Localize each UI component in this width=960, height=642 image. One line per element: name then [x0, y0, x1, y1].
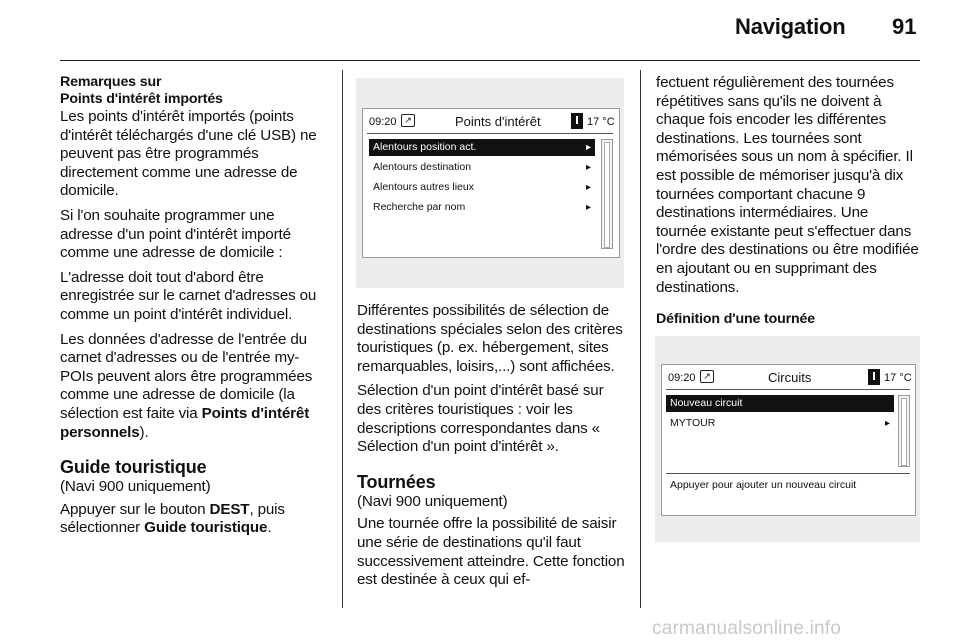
menu-item-label: MYTOUR — [670, 417, 716, 429]
temperature: 17 °C — [587, 116, 615, 128]
clock: 09:20 — [668, 372, 696, 384]
temperature: 17 °C — [884, 372, 912, 384]
footer-rule — [666, 473, 910, 474]
page-header-title: Navigation — [735, 14, 846, 39]
menu-item-recherche-par-nom[interactable] — [369, 199, 595, 216]
nav-screen — [661, 364, 916, 516]
screen-title: Points d'intérêt — [455, 114, 541, 129]
clock: 09:20 — [369, 116, 397, 128]
figure-points-interet — [356, 78, 624, 288]
screen-title: Circuits — [768, 370, 812, 385]
section-heading-tournees: Tournées — [357, 471, 436, 492]
scrollbar-thumb[interactable] — [901, 398, 907, 466]
screen-title-rule — [666, 389, 910, 390]
paragraph: Si l'on souhaite programmer une adresse d'un point d'intérêt importé comme une adresse de domicile : — [60, 206, 291, 262]
paragraph: fectuent régulièrement des tournées répétitives sans qu'ils ne doivent à chaque fois encoder les différentes destinations. Les tournées sont mémorisées sous un nom à spécifier. Il est possible de mémoriser jusqu'à dix tournées comportant chacune 9 destinations intermédiaires. Une tournée existante peut s'effectuer dans l'ordre des destinations ou être modifiée en ajoutant ou en supprimant des destinations. — [656, 74, 919, 296]
menu-item-alentours-position[interactable] — [369, 139, 595, 156]
paragraph: Sélection d'un point d'intérêt basé sur des critères touristiques : voir les descriptions correspondantes dans « Sélection d'un point d'intérêt ». — [357, 382, 604, 456]
paragraph: Les points d'intérêt importés (points d'intérêt téléchargés d'une clé USB) ne peuvent pas être programmés directement comme une adresse de domicile. — [60, 108, 317, 200]
paragraph — [60, 331, 330, 443]
help-message: Appuyer pour ajouter un nouveau circuit — [670, 479, 857, 491]
chevron-right-icon: ▸ — [585, 142, 591, 153]
figure-caption: Différentes possibilités de sélection de destinations spéciales selon des critères touristiques (p. ex. hébergement, sites remarquables, loisirs,...) sont affichées. — [357, 302, 623, 375]
section-heading-guide: Guide touristique — [60, 457, 207, 478]
model-note: (Navi 900 uniquement) — [357, 492, 508, 510]
paragraph: L'adresse doit tout d'abord être enregistrée sur le carnet d'adresses ou comme un point d'intérêt individuel. — [60, 268, 317, 323]
thermometer-icon — [571, 113, 583, 129]
section-heading-line2: Points d'intérêt importés — [60, 91, 223, 107]
nav-status-icon: ↗ — [700, 370, 714, 383]
bold-term: Guide touristique — [144, 519, 268, 537]
page-number: 91 — [892, 14, 917, 39]
screen-title-rule — [367, 133, 613, 134]
paragraph-end: ). — [139, 423, 149, 441]
bold-term: DEST — [209, 500, 250, 518]
chevron-right-icon: ▸ — [585, 182, 591, 193]
paragraph: Une tournée offre la possibilité de saisir une série de destinations qu'il faut successivement atteindre. Cette fonction est destinée à ceux qui ef- — [357, 515, 625, 589]
menu-item-label: Recherche par nom — [373, 201, 466, 213]
menu-item-alentours-autres-lieux[interactable] — [369, 179, 595, 196]
menu-item-mytour[interactable] — [666, 415, 894, 432]
scrollbar[interactable] — [898, 395, 910, 467]
nav-status-icon: ↗ — [401, 114, 415, 127]
menu-item-alentours-destination[interactable] — [369, 159, 595, 176]
subheading-definition-tournee: Définition d'une tournée — [656, 311, 815, 328]
chevron-right-icon: ▸ — [884, 418, 890, 429]
scrollbar-thumb[interactable] — [604, 142, 610, 248]
paragraph-text: Les données d'adresse de l'entrée du carnet d'adresses ou de l'entrée my-POIs peuvent alors être programmées comme une adresse de domicile (la sélection est faite via — [60, 330, 313, 422]
paragraph-end: . — [267, 519, 272, 537]
column-divider-1 — [342, 70, 343, 608]
scrollbar[interactable] — [601, 139, 613, 249]
chevron-right-icon: ▸ — [585, 162, 591, 173]
watermark: carmanualsonline.info — [652, 618, 842, 639]
column-1 — [60, 74, 330, 544]
model-note: (Navi 900 uniquement) — [60, 478, 211, 496]
paragraph-text: , puis sélectionner — [60, 500, 285, 537]
figure-circuits — [655, 336, 920, 542]
chevron-right-icon: ▸ — [585, 202, 591, 213]
header-rule — [60, 60, 920, 61]
paragraph — [60, 501, 330, 538]
column-3 — [656, 74, 922, 328]
menu-item-nouveau-circuit[interactable] — [666, 395, 894, 412]
paragraph-text: Appuyer sur le bouton — [60, 500, 210, 518]
bold-term: Points d'intérêt personnels — [60, 404, 310, 441]
section-heading-line1: Remarques sur — [60, 74, 162, 90]
nav-screen — [362, 108, 620, 258]
column-divider-2 — [640, 70, 641, 608]
menu-item-label: Nouveau circuit — [670, 397, 743, 409]
thermometer-icon — [868, 369, 880, 385]
column-2 — [357, 302, 629, 596]
menu-item-label: Alentours autres lieux — [373, 181, 474, 193]
menu-item-label: Alentours position act. — [373, 141, 477, 153]
menu-item-label: Alentours destination — [373, 161, 472, 173]
